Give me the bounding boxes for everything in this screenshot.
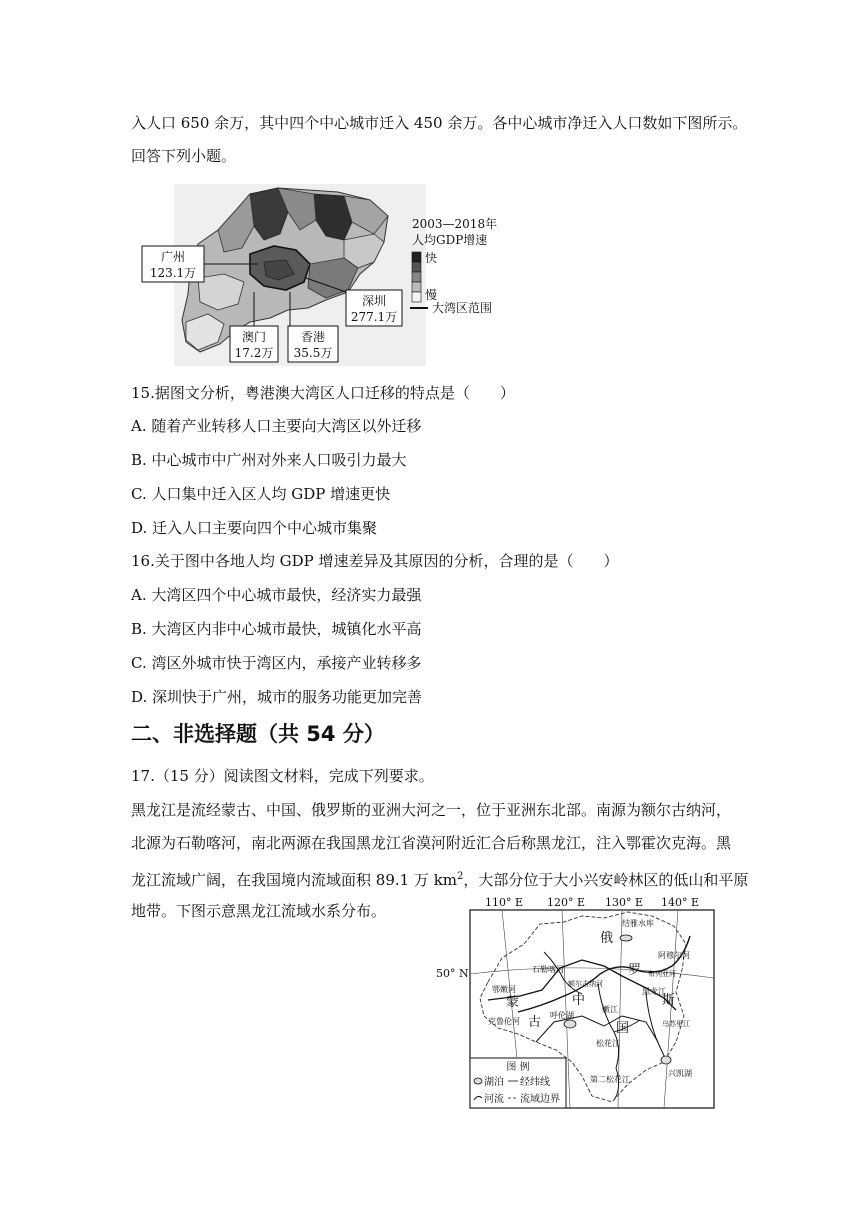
legend-basin-boundary: 流域边界 (520, 1094, 560, 1105)
legend-river: 河流 (484, 1094, 504, 1105)
label-hulun-lake: 呼伦湖 (550, 1011, 574, 1020)
intro-line-1: 入人口 650 余万，其中四个中心城市迁入 450 余万。各中心城市净迁入人口数如下图所示。 (131, 114, 748, 132)
q17-stem: 17.（15 分）阅读图文材料，完成下列要求。 (131, 767, 434, 785)
q15-option-c: C. 人口集中迁入区人均 GDP 增速更快 (131, 485, 391, 503)
label-nenjiang: 嫩江 (602, 1005, 618, 1014)
city-name-macau: 澳门 (241, 330, 267, 344)
legend-lake: 湖泊 (484, 1077, 504, 1088)
q17-para-line-4: 地带。下图示意黑龙江流域水系分布。 (131, 902, 387, 920)
legend-graticule: 经纬线 (520, 1077, 550, 1088)
lat-label-50n: 50° N (436, 967, 469, 980)
q17-para-line-3b: ，大部分位于大小兴安岭林区的低山和平原 (463, 871, 749, 889)
q15-stem: 15.据图文分析，粤港澳大湾区人口迁移的特点是（ ） (131, 384, 515, 402)
country-label-e: 俄 (600, 931, 614, 946)
city-value-macau: 17.2万 (234, 346, 274, 360)
city-value-guangzhou: 123.1万 (149, 266, 197, 280)
country-label-luo: 罗 (628, 963, 642, 978)
q16-option-c: C. 湾区外城市快于湾区内，承接产业转移多 (131, 654, 422, 672)
section-heading: 二、非选择题（共 54 分） (131, 722, 385, 746)
q17-para-line-2: 北源为石勒喀河，南北两源在我国黑龙江省漠河附近汇合后称黑龙江，注入鄂霍次克海。黑 (131, 834, 732, 852)
legend-boundary: 大湾区范围 (432, 301, 493, 315)
q16-option-b: B. 大湾区内非中心城市最快，城镇化水平高 (131, 620, 422, 638)
legend-slow: 慢 (425, 288, 438, 302)
river-legend-title: 图 例 (506, 1062, 530, 1073)
label-enen-river: 鄂嫩河 (492, 985, 516, 994)
legend-title-line1: 2003—2018年 (412, 217, 498, 231)
q15-option-b: B. 中心城市中广州对外来人口吸引力最大 (131, 451, 407, 469)
km-superscript: 2 (457, 871, 464, 882)
country-label-zhong: 中 (572, 993, 586, 1008)
label-second-songhua: 第二松花江 (590, 1075, 630, 1084)
country-label-meng: 蒙 (506, 995, 520, 1010)
label-xingkai-lake: 兴凯湖 (668, 1069, 692, 1078)
label-wusuli: 乌苏里江 (662, 1020, 690, 1028)
label-heilongjiang: 黑龙江 (642, 987, 666, 996)
label-zeya-reservoir: 结雅水库 (622, 919, 654, 928)
country-label-si: 斯 (662, 993, 676, 1008)
label-shileka-river: 石勒喀河 (532, 965, 564, 974)
q16-stem: 16.关于图中各地人均 GDP 增速差异及其原因的分析，合理的是（ ） (131, 552, 619, 570)
q15-option-a: A. 随着产业转移人口主要向大湾区以外迁移 (131, 417, 422, 435)
city-name-hongkong: 香港 (300, 330, 326, 344)
q17-para-line-1: 黑龙江是流经蒙古、中国、俄罗斯的亚洲大河之一，位于亚洲东北部。南源为额尔古纳河， (131, 801, 732, 819)
country-label-gu: 古 (528, 1015, 542, 1030)
q17-para-line-3a: 龙江流域广阔，在我国境内流域面积 89.1 万 km (131, 871, 458, 889)
river-map-figure (432, 892, 722, 1114)
label-songhuajiang: 松花江 (596, 1039, 620, 1048)
lon-label-120: 120° E (546, 896, 586, 909)
q16-option-d: D. 深圳快于广州，城市的服务功能更加完善 (131, 688, 423, 706)
city-name-shenzhen: 深圳 (361, 294, 387, 308)
lon-label-140: 140° E (660, 896, 700, 909)
q15-option-d: D. 迁入人口主要向四个中心城市集聚 (131, 519, 378, 537)
city-value-shenzhen: 277.1万 (350, 310, 398, 324)
intro-line-2: 回答下列小题。 (131, 147, 237, 165)
legend-title-line2: 人均GDP增速 (412, 233, 488, 247)
gba-map (138, 182, 510, 368)
q17-para-line-3 (131, 867, 750, 890)
gba-map-figure (138, 182, 510, 368)
q16-option-a: A. 大湾区四个中心城市最快，经济实力最强 (131, 586, 422, 604)
legend-fast: 快 (425, 251, 438, 265)
label-kelulun-river: 克鲁伦河 (488, 1017, 520, 1026)
country-label-guo: 国 (616, 1021, 630, 1036)
lon-label-110: 110° E (484, 896, 524, 909)
label-bureya-river: 布列亚河 (648, 970, 676, 978)
label-erguna-river: 额尔古纳河 (568, 980, 603, 988)
river-map (432, 892, 722, 1114)
lon-label-130: 130° E (604, 896, 644, 909)
label-amur-river: 阿穆尔河 (658, 951, 690, 960)
city-value-hongkong: 35.5万 (293, 346, 333, 360)
city-name-guangzhou: 广州 (160, 250, 186, 264)
